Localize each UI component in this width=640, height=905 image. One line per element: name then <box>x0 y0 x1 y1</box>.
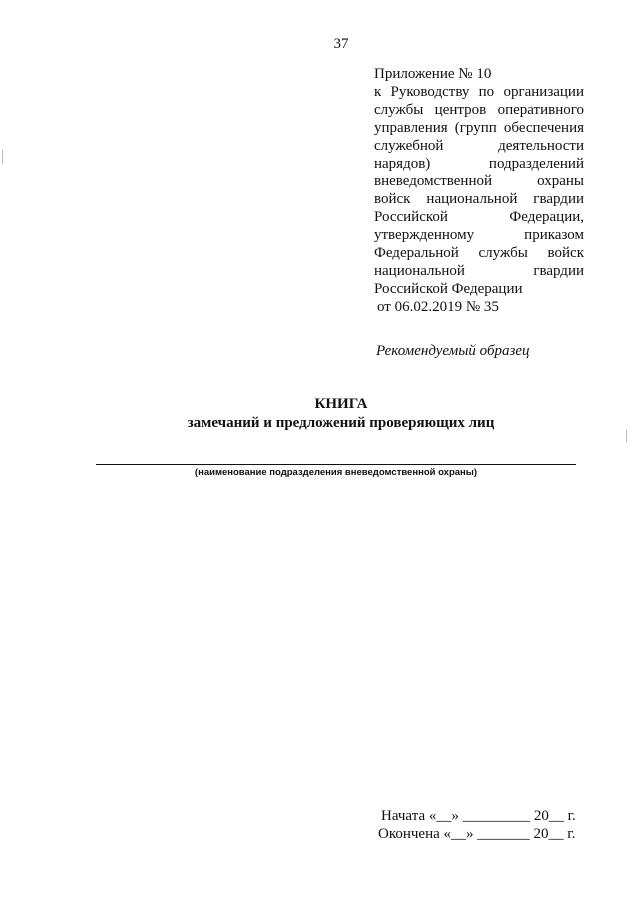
dates-block <box>378 807 578 843</box>
appendix-line: служебной деятельности <box>374 137 584 154</box>
appendix-line: Федеральной службы войск <box>374 245 584 262</box>
appendix-line: национальной гвардии <box>374 262 584 279</box>
started-date: Начата «__» _________ 20__ г. <box>381 808 576 824</box>
page-number: 37 <box>333 36 349 52</box>
recommended-sample-label: Рекомендуемый образец <box>376 343 530 359</box>
appendix-line: Российской Федерации <box>374 280 523 297</box>
appendix-line: к Руководству по организации <box>374 83 584 100</box>
appendix-line: Российской Федерации, <box>374 209 584 226</box>
document-subtitle: замечаний и предложений проверяющих лиц <box>187 415 495 431</box>
subdivision-name-line <box>96 464 576 465</box>
appendix-line: войск национальной гвардии <box>374 191 584 208</box>
document-title: КНИГА <box>314 396 368 412</box>
appendix-line: утвержденному приказом <box>374 227 584 244</box>
appendix-line: управления (групп обеспечения <box>374 119 584 136</box>
appendix-line: службы центров оперативного <box>374 101 584 118</box>
appendix-order-date: от 06.02.2019 № 35 <box>377 298 499 315</box>
appendix-line: вневедомственной охраны <box>374 173 584 190</box>
scan-artifact <box>2 150 3 164</box>
appendix-line: нарядов) подразделений <box>374 155 584 172</box>
appendix-line: Приложение № 10 <box>374 66 492 82</box>
appendix-block <box>374 66 584 317</box>
subdivision-name-caption: (наименование подразделения вневедомственной охраны) <box>194 467 478 478</box>
finished-date: Окончена «__» _______ 20__ г. <box>378 826 576 842</box>
